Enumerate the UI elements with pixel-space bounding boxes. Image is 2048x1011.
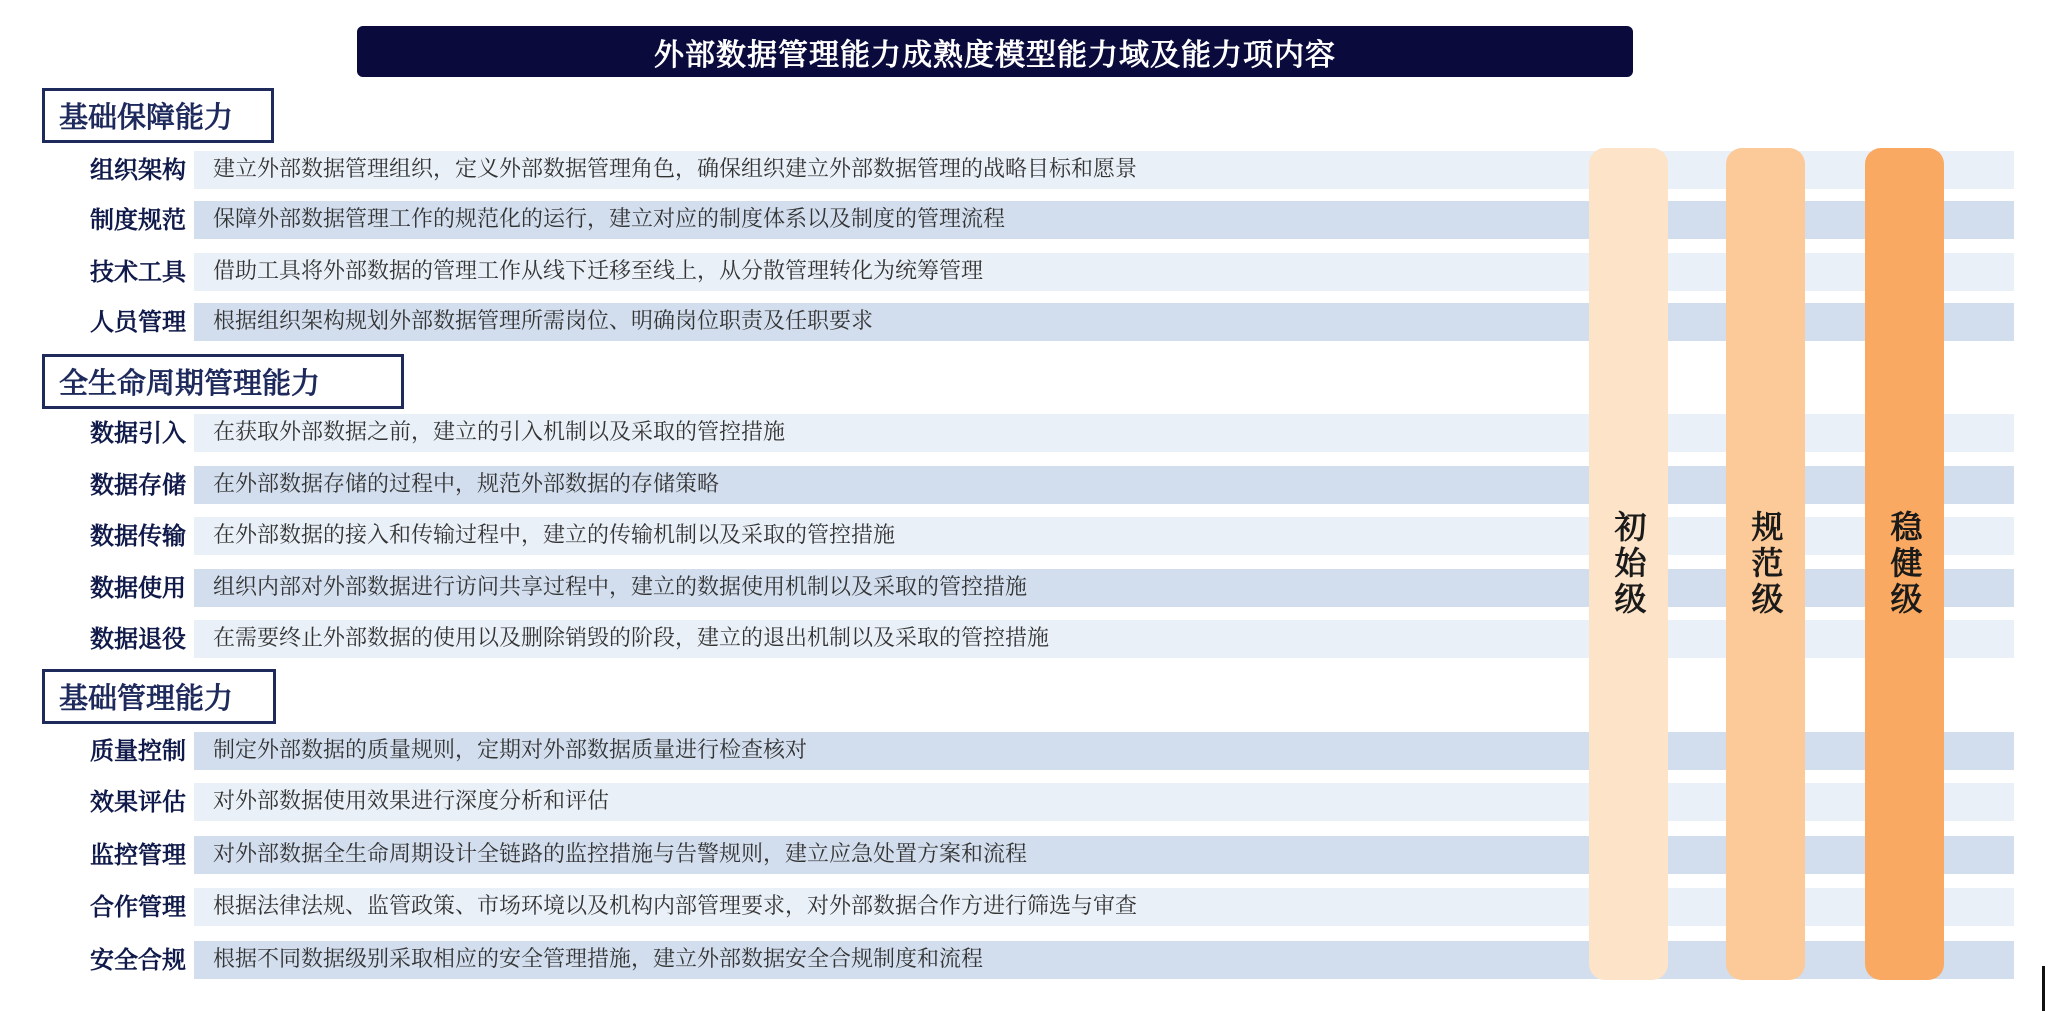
item-label: 数据使用 bbox=[90, 574, 186, 602]
item-label: 数据传输 bbox=[90, 522, 186, 550]
section-title-basic-management: 基础管理能力 bbox=[42, 669, 276, 724]
item-label: 技术工具 bbox=[90, 258, 186, 286]
item-description: 建立外部数据管理组织，定义外部数据管理角色，确保组织建立外部数据管理的战略目标和愿景 bbox=[213, 157, 1138, 182]
item-description: 根据组织架构规划外部数据管理所需岗位、明确岗位职责及任职要求 bbox=[213, 309, 874, 334]
item-description: 在需要终止外部数据的使用以及删除销毁的阶段，建立的退出机制以及采取的管控措施 bbox=[213, 626, 1050, 651]
item-label: 效果评估 bbox=[90, 788, 186, 816]
item-description: 在外部数据存储的过程中，规范外部数据的存储策略 bbox=[213, 472, 720, 497]
item-description: 根据法律法规、监管政策、市场环境以及机构内部管理要求，对外部数据合作方进行筛选与审查 bbox=[213, 894, 1138, 919]
item-label: 安全合规 bbox=[90, 946, 186, 974]
item-label: 人员管理 bbox=[90, 308, 186, 336]
item-description: 制定外部数据的质量规则，定期对外部数据质量进行检查核对 bbox=[213, 738, 808, 763]
item-description: 组织内部对外部数据进行访问共享过程中，建立的数据使用机制以及采取的管控措施 bbox=[213, 575, 1028, 600]
level-column-standard bbox=[1726, 148, 1805, 980]
item-description: 在获取外部数据之前，建立的引入机制以及采取的管控措施 bbox=[213, 420, 786, 445]
item-description: 在外部数据的接入和传输过程中，建立的传输机制以及采取的管控措施 bbox=[213, 523, 896, 548]
item-label: 制度规范 bbox=[90, 206, 186, 234]
level-column-initial bbox=[1589, 148, 1668, 980]
edge-mark bbox=[2042, 966, 2045, 1011]
level-label: 初始级 bbox=[1609, 510, 1648, 618]
level-column-robust bbox=[1865, 148, 1944, 980]
item-description: 保障外部数据管理工作的规范化的运行，建立对应的制度体系以及制度的管理流程 bbox=[213, 207, 1006, 232]
section-title-foundation-support: 基础保障能力 bbox=[42, 88, 274, 143]
page-title: 外部数据管理能力成熟度模型能力域及能力项内容 bbox=[357, 26, 1633, 77]
level-label: 稳健级 bbox=[1885, 510, 1924, 618]
item-label: 合作管理 bbox=[90, 893, 186, 921]
level-label: 规范级 bbox=[1746, 510, 1785, 618]
item-label: 数据存储 bbox=[90, 471, 186, 499]
item-description: 根据不同数据级别采取相应的安全管理措施，建立外部数据安全合规制度和流程 bbox=[213, 947, 984, 972]
item-description: 对外部数据使用效果进行深度分析和评估 bbox=[213, 789, 610, 814]
item-label: 数据引入 bbox=[90, 419, 186, 447]
item-label: 组织架构 bbox=[90, 156, 186, 184]
item-description: 借助工具将外部数据的管理工作从线下迁移至线上，从分散管理转化为统筹管理 bbox=[213, 259, 984, 284]
item-label: 质量控制 bbox=[90, 737, 186, 765]
item-label: 监控管理 bbox=[90, 841, 186, 869]
item-description: 对外部数据全生命周期设计全链路的监控措施与告警规则，建立应急处置方案和流程 bbox=[213, 842, 1028, 867]
section-title-lifecycle-management: 全生命周期管理能力 bbox=[42, 354, 404, 409]
item-label: 数据退役 bbox=[90, 625, 186, 653]
